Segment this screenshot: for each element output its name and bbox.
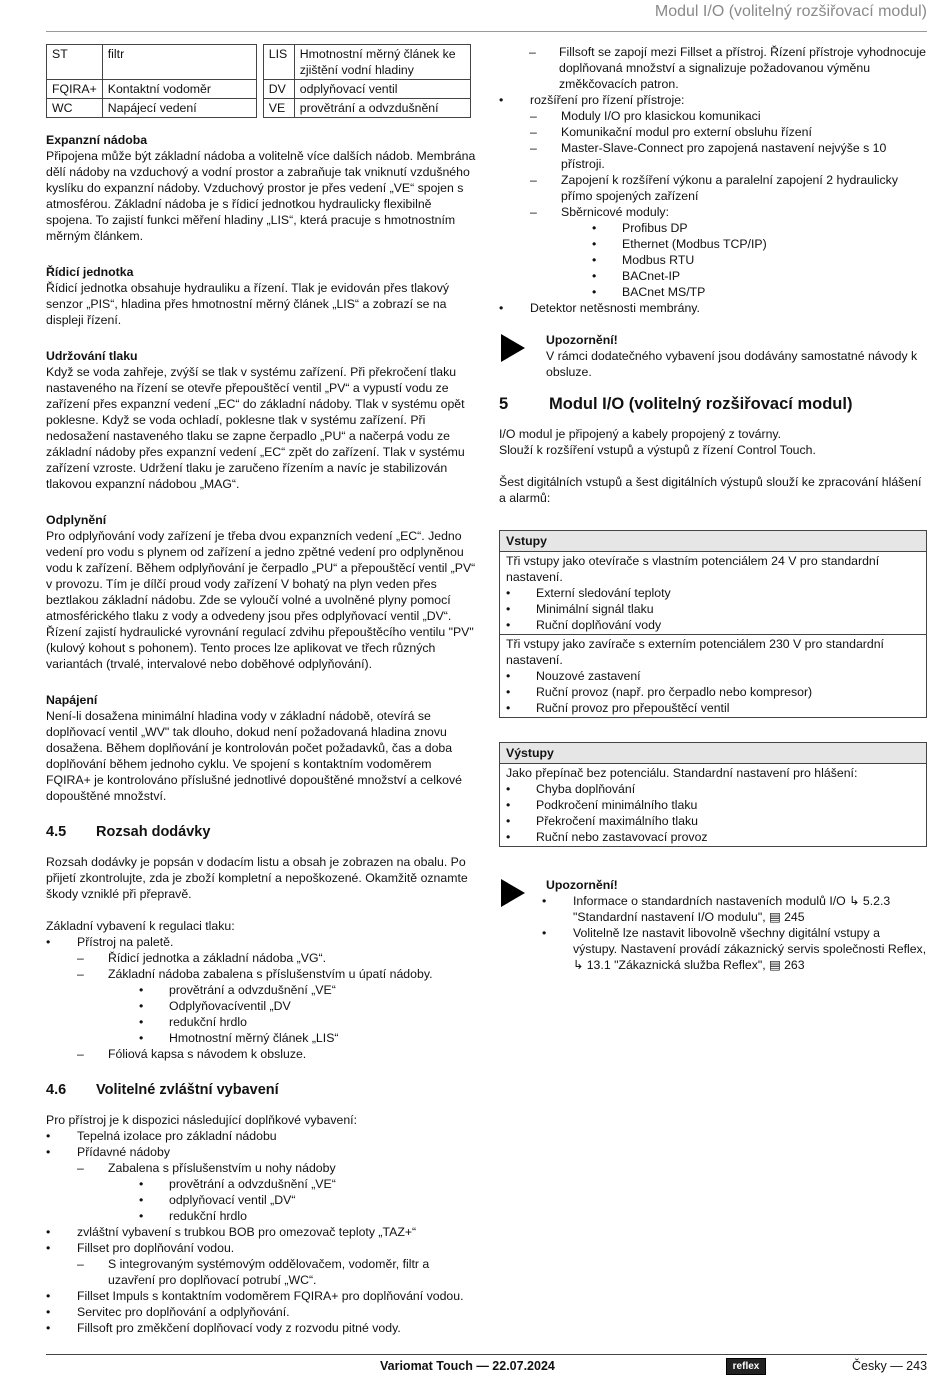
list-item: – Moduly I/O pro klasickou komunikaci [530,108,927,124]
list-item: • Chyba doplňování [506,781,920,797]
basic-equipment-list [46,934,476,1062]
table-cell: Kontaktní vodoměr [102,80,256,99]
outputs-box [499,742,927,847]
list-item: – Řídicí jednotka a základní nádoba „VG“. [77,950,476,966]
notice-text: V rámci dodatečného vybavení jsou dodávány samostatné návody k obsluze. [546,349,918,379]
list-item: – Master-Slave-Connect pro zapojená nastavení nejvýše s 10 přístroji. [530,140,927,172]
basic-equipment-label: Základní vybavení k regulaci tlaku: [46,919,235,933]
notice-box-2 [499,877,927,973]
list-item: • Odplyňovacíventil „DV [108,998,476,1014]
list-item: • odplyňovací ventil „DV“ [108,1192,476,1208]
list-item: – S integrovaným systémovým oddělovačem, vodoměr, filtr a uzavření pro doplňovací potrubí „WC“. [77,1256,476,1288]
list-item: • Tepelná izolace pro základní nádobu [46,1128,476,1144]
list-item: • Ethernet (Modbus TCP/IP) [561,236,927,252]
list-item: – Komunikační modul pro externí obsluhu řízení [530,124,927,140]
list-item: • Servitec pro doplňování a odplyňování. [46,1304,476,1320]
list-item: • Minimální signál tlaku [506,601,920,617]
table-cell: ST [47,45,103,80]
list-item: • Externí sledování teploty [506,585,920,601]
table-cell: DV [263,80,294,99]
running-header: Modul I/O (volitelný rozšiřovací modul) [654,3,927,20]
list-item: • zvláštní vybavení s trubkou BOB pro omezovač teploty „TAZ+“ [46,1224,476,1240]
supply-text: Není-li dosažena minimální hladina vody v základní nádobě, otevírá se doplňovací ventil „WV" tak dlouho, dokud není požadovaná hladina znovu dosažena. Během doplňování je kontrolován počet požadavků, čas a doba doplňování během jednoho cyklu. Ve spojení s kontaktním vodoměrem FQIRA+ je kontrolováno příslušné jednotlivé dopouštěné množství a celkové dopouštěné množství. [46,709,462,803]
table-cell: WC [47,99,103,118]
abbreviation-table [46,44,471,118]
degassing-text: Pro odplyňování vody zařízení je třeba dvou expanzních vedení „EC“. Jedno vedení pro vodu s plynem od zařízení a jedno zpětné vedení pro odplyněnou vodu k zařízení. Během odplyňování je čerpadlo „PU“ a přepouštěcí ventil „PV“ v provozu. Tím je dílčí proud vody zařízení V bohatý na plyn veden přes beztlakou základní nádobu. Zde se vyloučí volné a uvolněné plyny pomocí atmosférického tlaku z vody a odvedeny jsou přes odplyňovací ventil „DV“. Řízení zajistí hydraulické vyrovnání regulací zdvihu přepouštěcího ventilu "PV" (kulový kohout s pohonem). Tento proces lze aplikovat ve třech různých variantách (trvalé, intervalové nebo doběhové odplyňování). [46,529,476,671]
outputs-title: Výstupy [500,743,926,764]
footer-product-date: Variomat Touch — 22.07.2024 [380,1359,555,1373]
outputs-text: Jako přepínač bez potenciálu. Standardní nastavení pro hlášení: [506,766,858,780]
inputs-title: Vstupy [500,531,926,552]
list-item: • Překročení maximálního tlaku [506,813,920,829]
table-row [47,45,471,80]
io-module-text-1: I/O modul je připojený a kabely propojený z továrny. [499,427,782,441]
list-item: – Sběrnicové moduly: • Profibus DP • Ethernet (Modbus TCP/IP) • Modbus RTU • BACnet-IP • BACnet MS/TP [530,204,927,300]
table-cell: provětrání a odvzdušnění [294,99,470,118]
table-cell: odplyňovací ventil [294,80,470,99]
list-item: – Fillsoft se zapojí mezi Fillset a přístroj. Řízení přístroje vyhodnocuje doplňovaná množství a signalizuje požadovanou výměnu změkčovacích patron. [499,44,927,92]
table-cell: Napájecí vedení [102,99,256,118]
control-unit-text: Řídicí jednotka obsahuje hydrauliku a řízení. Tlak je evidován přes tlakový senzor „PIS“, hladina přes hmotnostní měrný článek „LIS“ a zobrazí se na displeji řízení. [46,281,450,327]
table-cell: VE [263,99,294,118]
section-4-6-heading: 4.6 Volitelné zvláštní vybavení [46,1082,279,1098]
left-column [46,44,476,1336]
pressure-maintenance-heading: Udržování tlaku [46,349,138,363]
list-item: • Fillset pro doplňování vodou. – S integrovaným systémovým oddělovačem, vodoměr, filtr a uzavření pro doplňovací potrubí „WC“. [46,1240,476,1288]
notice-box [499,332,927,380]
notice-title: Upozornění! [546,333,618,347]
section-5-heading: 5 Modul I/O (volitelný rozšiřovací modul) [499,395,853,413]
arrow-right-icon [501,879,525,907]
list-item: • Nouzové zastavení [506,668,920,684]
degassing-heading: Odplynění [46,513,107,527]
list-item: • redukční hrdlo [108,1014,476,1030]
list-item: – Zabalena s příslušenstvím u nohy nádoby • provětrání a odvzdušnění „VE“ • odplyňovací ventil „DV“ • redukční hrdlo [77,1160,476,1224]
supply-heading: Napájení [46,693,98,707]
scope-text: Rozsah dodávky je popsán v dodacím listu a obsah je zobrazen na obalu. Po přijetí zkontrolujte, zda je zboží kompletní a nepoškozené. Okamžitě oznamte škody vzniklé při přepravě. [46,855,468,901]
list-item: • Ruční doplňování vody [506,617,920,633]
reflex-logo: reflex [726,1358,766,1375]
list-item: – Zapojení k rozšíření výkonu a paralelní zapojení 2 hydraulicky přímo spojených zařízení [530,172,927,204]
list-item: • BACnet-IP [561,268,927,284]
inputs-no-text: Tři vstupy jako zavírače s externím potenciálem 230 V pro standardní nastavení. [506,637,884,667]
list-item: • Ruční provoz (např. pro čerpadlo nebo kompresor) [506,684,920,700]
table-cell: FQIRA+ [47,80,103,99]
list-item: • BACnet MS/TP [561,284,927,300]
expansion-vessel-heading: Expanzní nádoba [46,133,148,147]
io-module-text-3: Šest digitálních vstupů a šest digitálních výstupů slouží ke zpracování hlášení a alarmů: [499,475,922,505]
pressure-maintenance-text: Když se voda zahřeje, zvýší se tlak v systému zařízení. Při překročení tlaku nastaveného na řízení se otevře přepouštěcí ventil „PV“ a vypustí vodu ze zařízení přes expanzní vedení „EC“ do základní nádoby. Tlak v systému opět poklesne. Když se voda ochladí, poklesne tlak v systému zařízení. Při nedosažení nastaveného tlaku se zapne čerpadlo „PU“ a načerpá vodu ze základní nádoby přes expanzní vedení „EC“ zpět do zařízení. Tlak v systému zařízení vzroste. Udržení tlaku je zaručeno řízením a navíc je stabilizován tlakovou expanzní nádobou „MAG“. [46,365,465,491]
list-item: – Základní nádoba zabalena s příslušenstvím u úpatí nádoby. • provětrání a odvzdušnění „VE“ • Odplyňovacíventil „DV • redukční hrdlo • Hmotnostní měrný článek „LIS“ [77,966,476,1046]
expansion-vessel-text: Připojena může být základní nádoba a volitelně více dalších nádob. Membrána dělí nádoby na vzduchový a vodní prostor a zabraňuje tak vniknutí vzdušného kyslíku do expanzní nádoby. Vzduchový prostor je přes vedení „VE“ spojen s atmosférou. Základní nádoba je s řídicí jednotkou hydraulicky flexibilně spojena. To zajistí funkci měření hladiny „LIS“, která pracuje s hmotnostním měrným článkem. [46,149,476,243]
inputs-box [499,530,927,718]
io-module-text-2: Slouží k rozšíření vstupů a výstupů z řízení Control Touch. [499,443,816,457]
list-item: • provětrání a odvzdušnění „VE“ [108,982,476,998]
list-item: • Přídavné nádoby – Zabalena s příslušenstvím u nohy nádoby • provětrání a odvzdušnění „VE“ • odplyňovací ventil „DV“ • redukční hrdlo [46,1144,476,1224]
list-item: • Detektor netěsnosti membrány. [499,300,927,316]
footer-page-number: Česky — 243 [852,1359,928,1373]
list-item: – Fóliová kapsa s návodem k obsluze. [77,1046,476,1062]
list-item: • Ruční provoz pro přepouštěcí ventil [506,700,920,716]
list-item: • provětrání a odvzdušnění „VE“ [108,1176,476,1192]
table-cell: Hmotnostní měrný článek ke zjištění vodní hladiny [294,45,470,80]
list-item: • Hmotnostní měrný článek „LIS“ [108,1030,476,1046]
section-4-5-heading: 4.5 Rozsah dodávky [46,824,211,840]
table-row [47,99,471,118]
control-unit-heading: Řídicí jednotka [46,265,134,279]
list-item: • Ruční nebo zastavovací provoz [506,829,920,845]
optional-equipment-intro: Pro přístroj je k dispozici následující doplňkové vybavení: [46,1113,357,1127]
list-item: • Podkročení minimálního tlaku [506,797,920,813]
right-column [499,44,927,973]
list-item[interactable]: • Volitelně lze nastavit libovolně všechny digitální vstupy a výstupy. Nastavení provádí zákaznický servis společnosti Reflex, ↳ 13.1 "Zákaznická služba Reflex", ▤ 263 [542,925,927,973]
list-item: • Profibus DP [561,220,927,236]
list-item: • Přístroj na paletě. – Řídicí jednotka a základní nádoba „VG“. – Základní nádoba zabalena s příslušenstvím u úpatí nádoby. • provětrání a odvzdušnění „VE“ • Odplyňovacíventil „DV • redukční hrdlo • Hmotnostní měrný článek „LIS“ – Fóliová kapsa s návodem k obsluze. [46,934,476,1062]
optional-equipment-list [46,1128,476,1336]
controller-extensions-list [499,92,927,316]
table-row [47,80,471,99]
list-item: • redukční hrdlo [108,1208,476,1224]
footer-divider [46,1354,927,1355]
list-item: • Modbus RTU [561,252,927,268]
list-item: • Fillset Impuls s kontaktním vodoměrem FQIRA+ pro doplňování vodou. [46,1288,476,1304]
fillsoft-list [499,44,927,92]
inputs-nc-text: Tři vstupy jako otevírače s vlastním potenciálem 24 V pro standardní nastavení. [506,554,880,584]
list-item: • Fillsoft pro změkčení doplňovací vody z rozvodu pitné vody. [46,1320,476,1336]
list-item[interactable]: • Informace o standardních nastaveních modulů I/O ↳ 5.2.3 "Standardní nastavení I/O modulu", ▤ 245 [542,893,927,925]
table-cell: filtr [102,45,256,80]
header-divider [46,31,927,32]
list-item: • rozšíření pro řízení přístroje: – Moduly I/O pro klasickou komunikaci – Komunikační modul pro externí obsluhu řízení – Master-Slave-Connect pro zapojená nastavení nejvýše s 10 přístroji. – Zapojení k rozšíření výkonu a paralelní zapojení 2 hydraulicky přímo spojených zařízení – Sběrnicové moduly: • Profibus DP • Ethernet (Modbus TCP/IP) • Modbus RTU • BACnet-IP • BACnet MS/TP [499,92,927,300]
table-cell: LIS [263,45,294,80]
arrow-right-icon [501,334,525,362]
notice-title: Upozornění! [546,878,618,892]
